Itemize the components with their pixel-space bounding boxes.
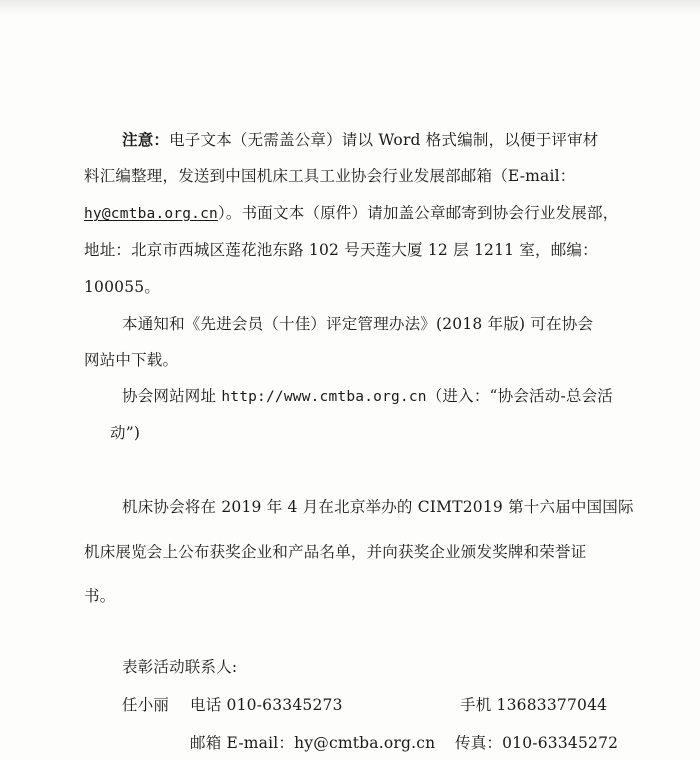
notice-line-2: 料汇编整理，发送到中国机床工具工业协会行业发展部邮箱（E-mail：	[84, 167, 576, 185]
contact-name: 任小丽	[122, 696, 170, 714]
contact-title: 表彰活动联系人:	[122, 658, 238, 676]
website-url[interactable]: http://www.cmtba.org.cn	[221, 389, 427, 405]
website-line-2: 动”)	[110, 424, 141, 442]
contact-fax: 传真：010-63345272	[455, 734, 619, 752]
website-suffix: （进入：“协会活动-总会活	[426, 387, 613, 405]
notice-line-5: 100055。	[84, 278, 161, 296]
notice-label: 注意：	[122, 130, 170, 149]
website-line-1	[122, 386, 613, 407]
notice-line-3	[84, 203, 618, 224]
contact-phone: 电话 010-63345273	[190, 696, 343, 714]
award-line-1: 机床协会将在 2019 年 4 月在北京举办的 CIMT2019 第十六届中国国际	[122, 498, 634, 516]
contact-email: 邮箱 E-mail：hy@cmtba.org.cn	[190, 734, 436, 752]
notice-text-3: ）。书面文本（原件）请加盖公章邮寄到协会行业发展部，	[217, 204, 619, 222]
award-line-3: 书。	[84, 587, 116, 605]
scan-shadow	[0, 0, 700, 14]
website-prefix: 协会网站网址	[122, 387, 222, 405]
notice-text-1: 电子文本（无需盖公章）请以 Word 格式编制，以便于评审材	[169, 131, 599, 149]
award-line-2: 机床展览会上公布获奖企业和产品名单，并向获奖企业颁发奖牌和荣誉证	[84, 543, 587, 561]
contact-mobile: 手机 13683377044	[460, 696, 608, 714]
notice-line-1	[122, 130, 599, 150]
notice-email[interactable]: hy@cmtba.org.cn	[84, 206, 218, 222]
download-line-2: 网站中下载。	[84, 351, 179, 369]
download-line-1: 本通知和《先进会员（十佳）评定管理办法》(2018 年版) 可在协会	[122, 315, 594, 333]
notice-line-4: 地址：北京市西城区莲花池东路 102 号天莲大厦 12 层 1211 室，邮编：	[84, 241, 598, 259]
